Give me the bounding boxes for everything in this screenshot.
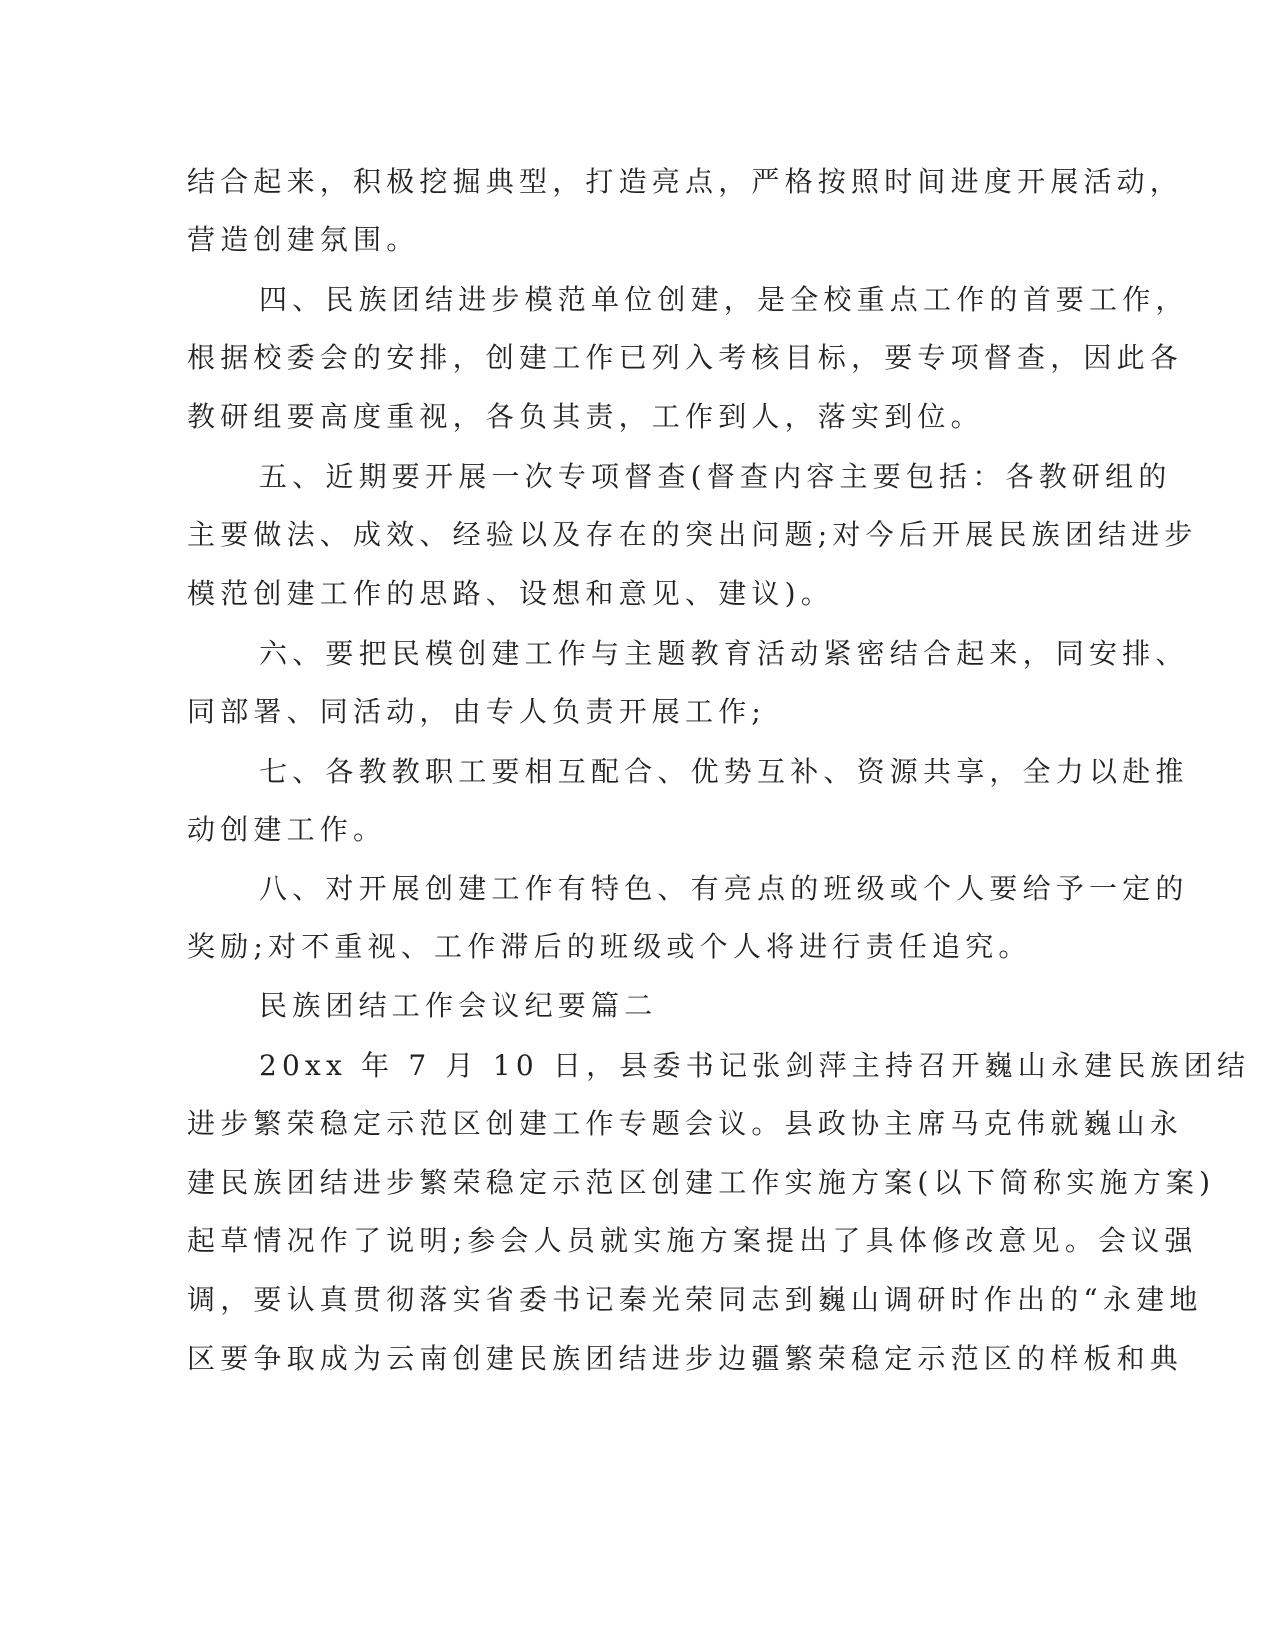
paragraph-start-line: 四、民族团结进步模范单位创建，是全校重点工作的首要工作，: [259, 283, 1189, 316]
section-heading: 民族团结工作会议纪要篇二: [259, 989, 658, 1022]
paragraph-start-line: 20xx 年 7 月 10 日，县委书记张剑萍主持召开巍山永建民族团结: [259, 1049, 1251, 1082]
text-line: 主要做法、成效、经验以及存在的突出问题;对今后开展民族团结进步: [187, 518, 1198, 551]
text-line: 建民族团结进步繁荣稳定示范区创建工作实施方案(以下简称实施方案): [187, 1166, 1216, 1199]
paragraph-start-line: 八、对开展创建工作有特色、有亮点的班级或个人要给予一定的: [259, 872, 1189, 905]
text-line: 教研组要高度重视，各负其责，工作到人，落实到位。: [187, 400, 984, 433]
text-line: 调，要认真贯彻落实省委书记秦光荣同志到巍山调研时作出的“永建地: [187, 1283, 1203, 1316]
text-line: 动创建工作。: [187, 813, 387, 846]
text-line: 模范创建工作的思路、设想和意见、建议)。: [187, 577, 834, 610]
paragraph-start-line: 六、要把民模创建工作与主题教育活动紧密结合起来，同安排、: [259, 637, 1189, 670]
text-line: 奖励;对不重视、工作滞后的班级或个人将进行责任追究。: [187, 930, 1032, 963]
paragraph-start-line: 七、各教教职工要相互配合、优势互补、资源共享，全力以赴推: [259, 755, 1189, 788]
text-line: 结合起来，积极挖掘典型，打造亮点，严格按照时间进度开展活动，: [187, 165, 1184, 198]
text-line: 根据校委会的安排，创建工作已列入考核目标，要专项督查，因此各: [187, 341, 1184, 374]
text-line: 进步繁荣稳定示范区创建工作专题会议。县政协主席马克伟就巍山永: [187, 1107, 1184, 1140]
text-line: 营造创建氛围。: [187, 223, 420, 256]
text-line: 起草情况作了说明;参会人员就实施方案提出了具体修改意见。会议强: [187, 1224, 1198, 1257]
text-line: 同部署、同活动，由专人负责开展工作;: [187, 695, 767, 728]
paragraph-start-line: 五、近期要开展一次专项督查(督查内容主要包括：各教研组的: [259, 460, 1172, 493]
text-line: 区要争取成为云南创建民族团结进步边疆繁荣稳定示范区的样板和典: [187, 1342, 1184, 1375]
